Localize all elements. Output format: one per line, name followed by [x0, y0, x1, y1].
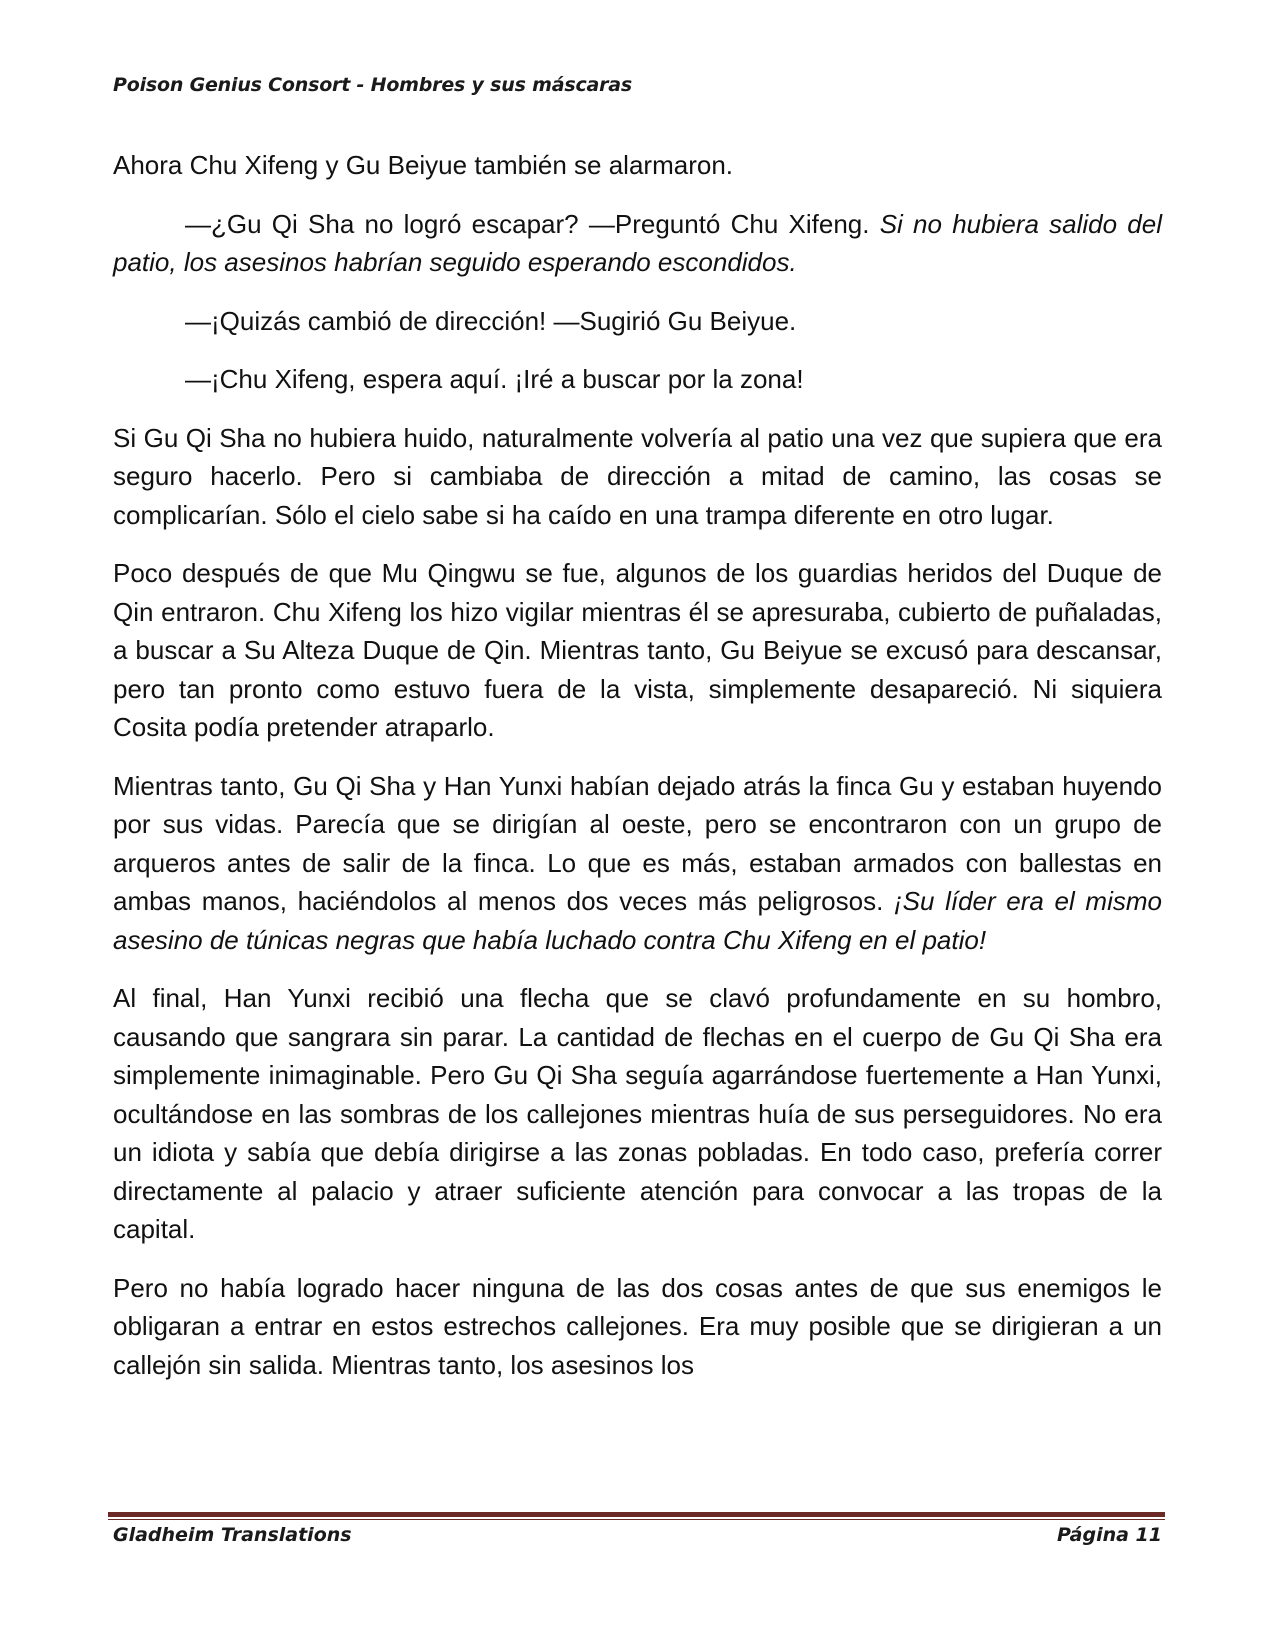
- paragraph-9: [113, 1269, 1162, 1385]
- running-header: Poison Genius Consort - Hombres y sus máscaras: [113, 74, 633, 96]
- paragraph-text: Al final, Han Yunxi recibió una flecha que se clavó profundamente en su hombro, causando que sangrara sin parar. La cantidad de flechas en el cuerpo de Gu Qi Sha era simplemente inimaginable. Pero Gu Qi Sha seguía agarrándose fuertemente a Han Yunxi, ocultándose en las sombras de los callejones mientras huía de sus perseguidores. No era un idiota y sabía que debía dirigirse a las zonas pobladas. En todo caso, prefería correr directamente al palacio y atraer suficiente atención para convocar a las tropas de la capital.: [113, 983, 1162, 1244]
- paragraph-text: —¿Gu Qi Sha no logró escapar? —Preguntó Chu Xifeng.: [185, 208, 880, 239]
- paragraph-text: —¡Quizás cambió de dirección! —Sugirió Gu Beiyue.: [185, 305, 797, 336]
- paragraph-2: [113, 205, 1162, 282]
- footer-page-number: Página 11: [1056, 1524, 1162, 1546]
- paragraph-5: [113, 419, 1162, 535]
- paragraph-text: Poco después de que Mu Qingwu se fue, algunos de los guardias heridos del Duque de Qin entraron. Chu Xifeng los hizo vigilar mientras él se apresuraba, cubierto de puñaladas, a buscar a Su Alteza Duque de Qin. Mientras tanto, Gu Beiyue se excusó para descansar, pero tan pronto como estuvo fuera de la vista, simplemente desapareció. Ni siquiera Cosita podía pretender atraparlo.: [113, 558, 1162, 742]
- paragraph-italic-text: Si no hubiera salido del patio, los asesinos habrían seguido esperando escondidos.: [113, 208, 1162, 277]
- paragraph-text: Pero no había logrado hacer ninguna de las dos cosas antes de que sus enemigos le obligaran a entrar en estos estrechos callejones. Era muy posible que se dirigieran a un callejón sin salida. Mientras tanto, los asesinos los: [113, 1272, 1162, 1380]
- paragraph-6: [113, 554, 1162, 747]
- paragraph-1: [113, 146, 1162, 185]
- paragraph-7: [113, 767, 1162, 960]
- paragraph-text: Ahora Chu Xifeng y Gu Beiyue también se alarmaron.: [113, 150, 734, 180]
- footer-publisher: Gladheim Translations: [113, 1524, 352, 1546]
- paragraph-italic-text: ¡Su líder era el mismo asesino de túnicas negras que había luchado contra Chu Xifeng en el patio!: [113, 886, 1162, 955]
- paragraph-text: Mientras tanto, Gu Qi Sha y Han Yunxi habían dejado atrás la finca Gu y estaban huyendo por sus vidas. Parecía que se dirigían al oeste, pero se encontraron con un grupo de arqueros antes de salir de la finca. Lo que es más, estaban armados con ballestas en ambas manos, haciéndolos al menos dos veces más peligrosos.: [113, 770, 1162, 916]
- paragraph-4: [113, 360, 1162, 399]
- footer-divider-thin: [108, 1519, 1165, 1520]
- paragraph-text: —¡Chu Xifeng, espera aquí. ¡Iré a buscar por la zona!: [185, 364, 804, 394]
- paragraph-8: [113, 979, 1162, 1249]
- footer-divider-thick: [108, 1512, 1165, 1517]
- paragraph-text: Si Gu Qi Sha no hubiera huido, naturalmente volvería al patio una vez que supiera que era seguro hacerlo. Pero si cambiaba de dirección a mitad de camino, las cosas se complicarían. Sólo el cielo sabe si ha caído en una trampa diferente en otro lugar.: [113, 422, 1162, 530]
- page-body: [113, 146, 1162, 1404]
- paragraph-3: [113, 302, 1162, 341]
